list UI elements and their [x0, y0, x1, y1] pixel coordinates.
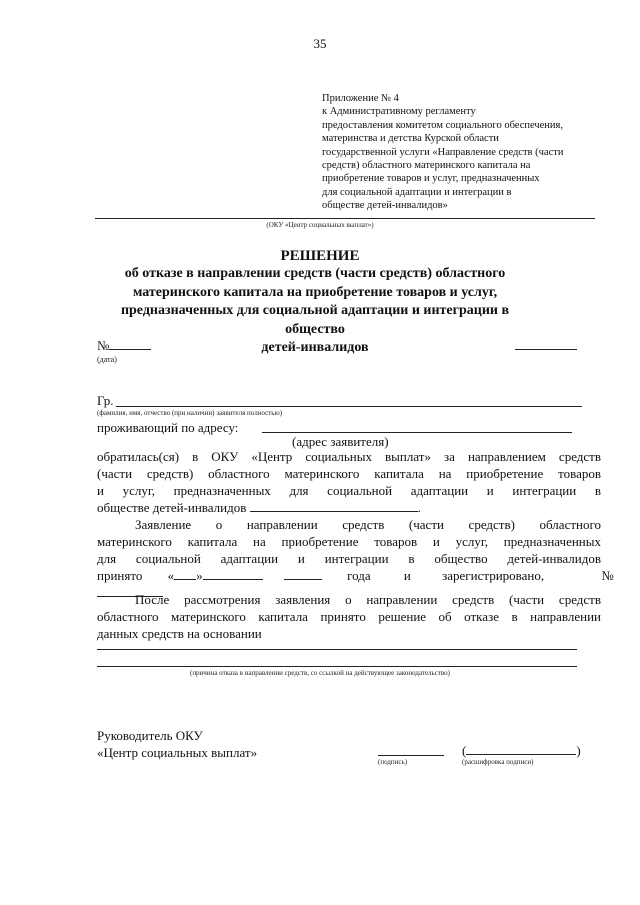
para2-last-line: принято « » года и зарегистрировано, № — [97, 568, 614, 583]
signature-caption: (подпись) — [378, 758, 408, 766]
appendix-line: обществе детей-инвалидов» — [322, 200, 448, 212]
para1-blank[interactable] — [250, 499, 418, 512]
citizen-label: Гр. — [97, 393, 114, 408]
appendix-line: к Административному регламенту — [322, 106, 476, 118]
day-blank[interactable] — [174, 567, 196, 580]
para2-line: Заявление о направлении средств (части средств) областного — [135, 517, 601, 532]
appendix-line: приобретение товаров и услуг, предназначенных — [322, 173, 540, 185]
appendix-line: для социальной адаптации и интеграции в — [322, 186, 512, 198]
fio-blank[interactable] — [116, 406, 582, 407]
registered-label: зарегистрировано, — [442, 568, 545, 583]
decode-blank[interactable] — [466, 742, 576, 755]
number-label: № — [97, 338, 110, 353]
para3-line: После рассмотрения заявления о направлении средств (части средств — [135, 592, 601, 607]
appendix-line: средств) областного материнского капитала на — [322, 160, 531, 172]
decode-field: ( ) — [462, 743, 581, 758]
reason-line[interactable] — [97, 649, 577, 650]
subtitle-line: детей-инвалидов — [261, 340, 369, 355]
number-field — [97, 337, 151, 354]
year-label: года — [347, 568, 371, 583]
accepted-label: принято — [97, 568, 143, 583]
appendix-line: государственной услуги «Направление средств (части — [322, 146, 564, 158]
para3-line: данных средств на основании — [97, 626, 262, 641]
page-number: 35 — [313, 36, 327, 51]
decode-caption: (расшифровка подписи) — [462, 758, 534, 766]
para1-line: обратилась(ся) в ОКУ «Центр социальных выплат» за направлением средств — [97, 449, 601, 464]
appendix-block — [322, 92, 607, 213]
para1-line: и услуг, предназначенных для социальной адаптации и интеграции в — [97, 483, 601, 498]
org-line — [95, 218, 595, 219]
date-blank[interactable] — [515, 349, 577, 350]
head-org: «Центр социальных выплат» — [97, 745, 258, 760]
year-blank[interactable] — [284, 567, 322, 580]
appendix-line: Приложение № 4 — [322, 93, 399, 104]
number-blank[interactable] — [109, 337, 151, 350]
document-subtitle — [95, 265, 535, 358]
para1-last-line: обществе детей-инвалидов . — [97, 500, 421, 515]
month-blank[interactable] — [203, 567, 263, 580]
reason-caption: (причина отказа в направлении средств, со ссылкой на действующее законодательство) — [189, 669, 450, 677]
para3-line: областного материнского капитала принято решение об отказе в направлении — [97, 609, 601, 624]
address-caption: (адрес заявителя) — [292, 434, 389, 449]
address-label: проживающий по адресу: — [97, 420, 239, 435]
para1-line: (части средств) областного материнского капитала на приобретение товаров — [97, 466, 601, 481]
subtitle-line: материнского капитала на приобретение товаров и услуг, — [132, 284, 498, 300]
para2-line: для социальной адаптации и интеграции в общество детей-инвалидов — [97, 551, 601, 566]
fio-caption: (фамилия, имя, отчество (при наличии) заявителя полностью) — [97, 409, 283, 417]
subtitle-line: предназначенных для социальной адаптации и интеграции в общество — [120, 303, 510, 337]
signature-blank[interactable] — [378, 755, 444, 756]
date-caption: (дата) — [97, 355, 117, 364]
org-caption: (ОКУ «Центр социальных выплат») — [266, 221, 374, 229]
head-title: Руководитель ОКУ — [97, 728, 203, 743]
appendix-line: материнства и детства Курской области — [322, 133, 499, 145]
reason-line[interactable] — [97, 666, 577, 667]
subtitle-line: об отказе в направлении средств (части средств) областного — [124, 266, 506, 281]
document-title: РЕШЕНИЕ — [280, 248, 360, 264]
para1-line: обществе детей-инвалидов — [97, 500, 247, 515]
appendix-line: предоставления комитетом социального обеспечения, — [322, 119, 564, 131]
para2-line: материнского капитала на приобретение товаров и услуг, предназначенных — [97, 534, 601, 549]
